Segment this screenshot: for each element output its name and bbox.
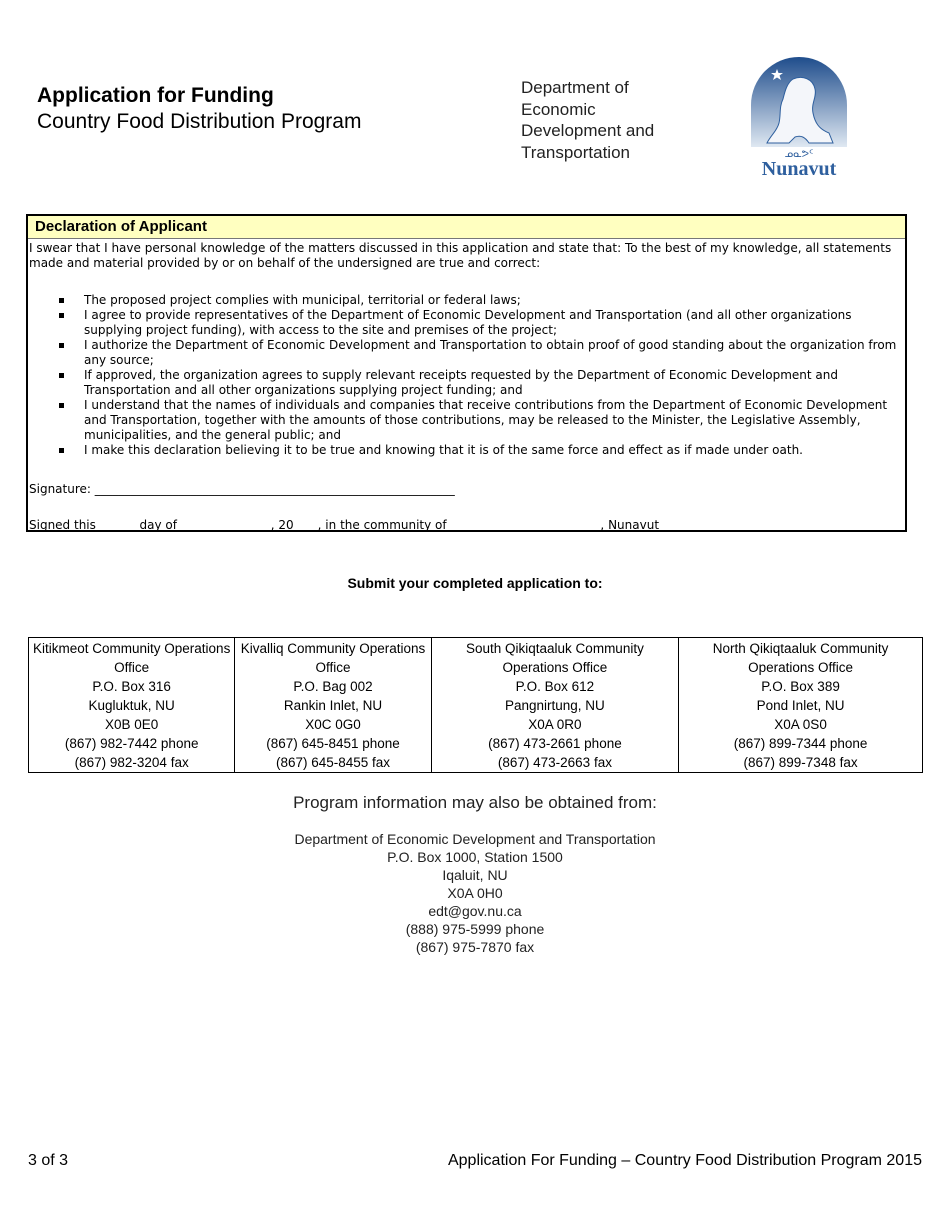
page-title: Application for Funding — [37, 84, 274, 107]
department-name: Department of Economic Development and Transportation — [521, 78, 655, 162]
office-cell — [679, 638, 923, 773]
office-phone: (867) 473-2661 phone — [488, 736, 622, 751]
office-town: Rankin Inlet, NU — [283, 698, 383, 713]
footer-title: Application For Funding – Country Food Distribution Program 2015 — [447, 1152, 922, 1169]
office-box: P.O. Bag 002 — [293, 679, 373, 694]
office-box: P.O. Box 389 — [761, 679, 840, 694]
program-info-heading: Program information may also be obtained from: — [293, 793, 657, 812]
declaration-intro: I swear that I have personal knowledge of the matters discussed in this application and state that: To the best of my knowledge, all statements made and material provided by or on behalf of the undersigned are true and correct: — [29, 241, 892, 270]
svg-text:ᓄᓇᕗᑦ: ᓄᓇᕗᑦ — [784, 149, 814, 160]
address-line: (867) 975-7870 fax — [415, 939, 535, 955]
office-name: South Qikiqtaaluk Community Operations Office — [466, 641, 644, 675]
office-name: Kitikmeot Community Operations Office — [33, 641, 231, 675]
address-line: Department of Economic Development and Transportation — [294, 831, 656, 847]
offices-table — [28, 637, 923, 773]
office-box: P.O. Box 316 — [92, 679, 171, 694]
office-postal: X0A 0R0 — [528, 717, 582, 732]
address-line: (888) 975-5999 phone — [405, 921, 545, 937]
submit-heading: Submit your completed application to: — [347, 575, 603, 591]
office-name: North Qikiqtaaluk Community Operations Office — [712, 641, 889, 675]
declaration-list — [28, 293, 905, 458]
office-cell — [29, 638, 235, 773]
address-line: Iqaluit, NU — [442, 867, 508, 883]
office-postal: X0C 0G0 — [305, 717, 361, 732]
office-town: Kugluktuk, NU — [88, 698, 175, 713]
office-town: Pangnirtung, NU — [505, 698, 605, 713]
office-postal: X0A 0S0 — [774, 717, 827, 732]
title-block — [37, 83, 361, 135]
office-postal: X0B 0E0 — [105, 717, 159, 732]
list-item: I authorize the Department of Economic Development and Transportation to obtain proof of good standing about the organization from any source; — [84, 338, 897, 367]
declaration-body — [28, 239, 905, 458]
table-row — [29, 638, 923, 773]
email-link[interactable]: edt@gov.nu.ca — [428, 903, 522, 919]
office-phone: (867) 982-7442 phone — [64, 736, 199, 751]
list-item: If approved, the organization agrees to supply relevant receipts requested by the Department of Economic Development and Transportation and all other organizations supplying project funding; and — [84, 368, 897, 398]
program-info-address — [0, 830, 950, 956]
office-fax: (867) 473-2663 fax — [497, 755, 612, 770]
polar-bear-icon — [749, 57, 849, 179]
address-line: P.O. Box 1000, Station 1500 — [387, 849, 563, 865]
nunavut-logo — [749, 57, 849, 179]
signed-date-field[interactable]: Signed this ______ day of _______________, 20____, in the community of _________________________, Nunavut — [29, 518, 660, 532]
list-item: I understand that the names of individuals and companies that receive contributions from the Department of Economic Development and Transportation, together with the amounts of those contributions, may be released to the Minister, the Legislative Assembly, municipalities, and the general public; and — [84, 398, 897, 443]
declaration-heading: Declaration of Applicant — [28, 216, 905, 239]
office-fax: (867) 645-8455 fax — [275, 755, 391, 770]
declaration-box — [26, 214, 907, 532]
page-number: 3 of 3 — [28, 1152, 69, 1169]
office-phone: (867) 645-8451 phone — [266, 736, 400, 751]
svg-text:Nunavut: Nunavut — [761, 158, 837, 179]
office-box: P.O. Box 612 — [515, 679, 595, 694]
office-phone: (867) 899-7344 phone — [733, 736, 868, 751]
address-line: X0A 0H0 — [447, 885, 503, 901]
office-cell — [235, 638, 431, 773]
page-subtitle: Country Food Distribution Program — [37, 110, 362, 133]
office-town: Pond Inlet, NU — [756, 698, 845, 713]
signature-field[interactable]: Signature: ____________________________________________________________ — [29, 482, 455, 496]
list-item: The proposed project complies with municipal, territorial or federal laws; — [84, 293, 897, 308]
office-cell — [431, 638, 678, 773]
office-name: Kivalliq Community Operations Office — [240, 641, 426, 675]
office-fax: (867) 982-3204 fax — [74, 755, 189, 770]
office-fax: (867) 899-7348 fax — [743, 755, 858, 770]
list-item: I agree to provide representatives of the Department of Economic Development and Transportation (and all other organizations supplying project funding), with access to the site and premises of the project; — [84, 308, 897, 338]
list-item: I make this declaration believing it to be true and knowing that it is of the same force and effect as if made under oath. — [84, 443, 897, 458]
